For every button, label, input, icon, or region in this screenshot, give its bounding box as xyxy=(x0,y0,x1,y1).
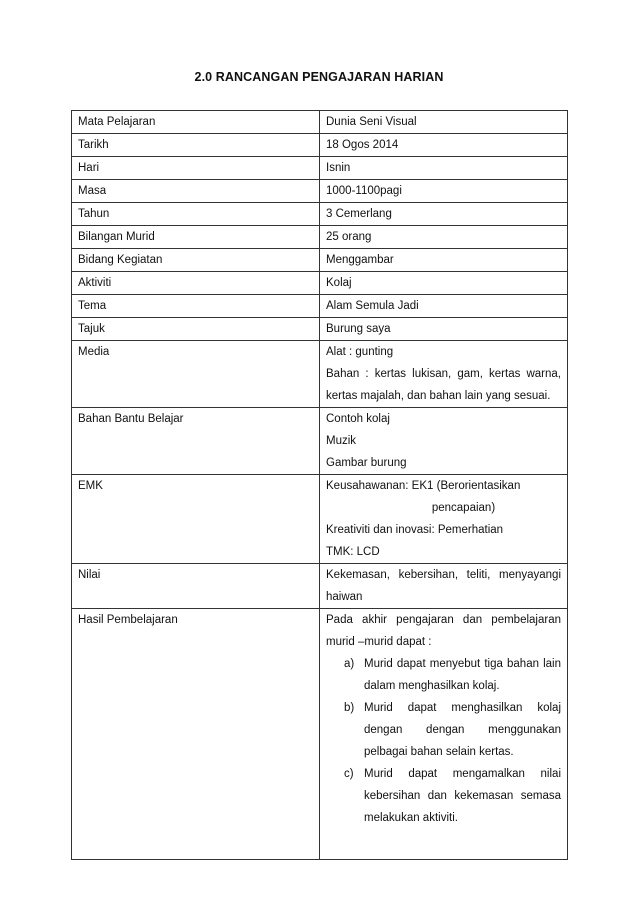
row-label: Bilangan Murid xyxy=(72,226,320,249)
list-item xyxy=(326,763,561,829)
table-row xyxy=(72,203,568,226)
row-value: Isnin xyxy=(320,157,568,180)
emk-line-continued: pencapaian) xyxy=(431,502,496,514)
list-item: Gambar burung xyxy=(326,457,407,469)
list-item xyxy=(326,697,561,763)
row-value: 25 orang xyxy=(320,226,568,249)
row-label: Masa xyxy=(72,180,320,203)
media-alat: Alat : gunting xyxy=(326,346,394,358)
row-value: 1000-1100pagi xyxy=(320,180,568,203)
row-label: Tahun xyxy=(72,203,320,226)
row-label: Aktiviti xyxy=(72,272,320,295)
row-label: Tema xyxy=(72,295,320,318)
list-item xyxy=(326,653,561,697)
table-row xyxy=(72,295,568,318)
table-row xyxy=(72,111,568,134)
emk-line: TMK: LCD xyxy=(326,546,380,558)
row-label: Tajuk xyxy=(72,318,320,341)
table-row xyxy=(72,609,568,860)
row-value: 18 Ogos 2014 xyxy=(320,134,568,157)
row-value: Menggambar xyxy=(320,249,568,272)
cell-spacer xyxy=(326,829,561,859)
list-item: Muzik xyxy=(326,435,357,447)
row-label: Hasil Pembelajaran xyxy=(72,609,320,860)
table-row xyxy=(72,249,568,272)
row-label: Media xyxy=(72,341,320,408)
table-row xyxy=(72,272,568,295)
row-label: EMK xyxy=(72,475,320,564)
row-value: Burung saya xyxy=(320,318,568,341)
table-row xyxy=(72,408,568,475)
page-title: 2.0 RANCANGAN PENGAJARAN HARIAN xyxy=(194,70,444,84)
row-value: Dunia Seni Visual xyxy=(320,111,568,134)
emk-line: Kreativiti dan inovasi: Pemerhatian xyxy=(326,524,504,536)
hasil-intro: Pada akhir pengajaran dan pembelajaran murid –murid dapat : xyxy=(326,614,561,648)
row-label: Bahan Bantu Belajar xyxy=(72,408,320,475)
row-value: 3 Cemerlang xyxy=(320,203,568,226)
row-value xyxy=(320,609,568,860)
list-marker: b) xyxy=(344,702,355,714)
list-item-text: Murid dapat menghasilkan kolaj dengan dengan menggunakan pelbagai bahan selain kertas. xyxy=(364,702,561,758)
outcomes-list xyxy=(326,653,561,829)
row-value xyxy=(320,341,568,408)
table-row xyxy=(72,134,568,157)
media-bahan: Bahan : kertas lukisan, gam, kertas warna, kertas majalah, dan bahan lain yang sesuai. xyxy=(326,368,561,402)
list-item-text: Murid dapat mengamalkan nilai kebersihan dan kekemasan semasa melakukan aktiviti. xyxy=(364,768,561,824)
row-label: Tarikh xyxy=(72,134,320,157)
row-label: Nilai xyxy=(72,564,320,609)
list-item: Contoh kolaj xyxy=(326,413,390,425)
row-label: Bidang Kegiatan xyxy=(72,249,320,272)
list-marker: c) xyxy=(344,768,354,780)
row-value: Kolaj xyxy=(320,272,568,295)
row-label: Hari xyxy=(72,157,320,180)
table-row xyxy=(72,564,568,609)
row-value xyxy=(320,475,568,564)
row-label: Mata Pelajaran xyxy=(72,111,320,134)
table-row xyxy=(72,180,568,203)
table-row xyxy=(72,157,568,180)
table-row xyxy=(72,475,568,564)
emk-line: Keusahawanan: EK1 (Berorientasikan xyxy=(326,480,521,492)
table-row xyxy=(72,318,568,341)
row-value: Alam Semula Jadi xyxy=(320,295,568,318)
row-value: Kekemasan, kebersihan, teliti, menyayangi haiwan xyxy=(320,564,568,609)
list-marker: a) xyxy=(344,658,355,670)
list-item-text: Murid dapat menyebut tiga bahan lain dalam menghasilkan kolaj. xyxy=(364,658,561,692)
table-row xyxy=(72,226,568,249)
table-row xyxy=(72,341,568,408)
row-value xyxy=(320,408,568,475)
lesson-plan-table xyxy=(71,110,568,860)
